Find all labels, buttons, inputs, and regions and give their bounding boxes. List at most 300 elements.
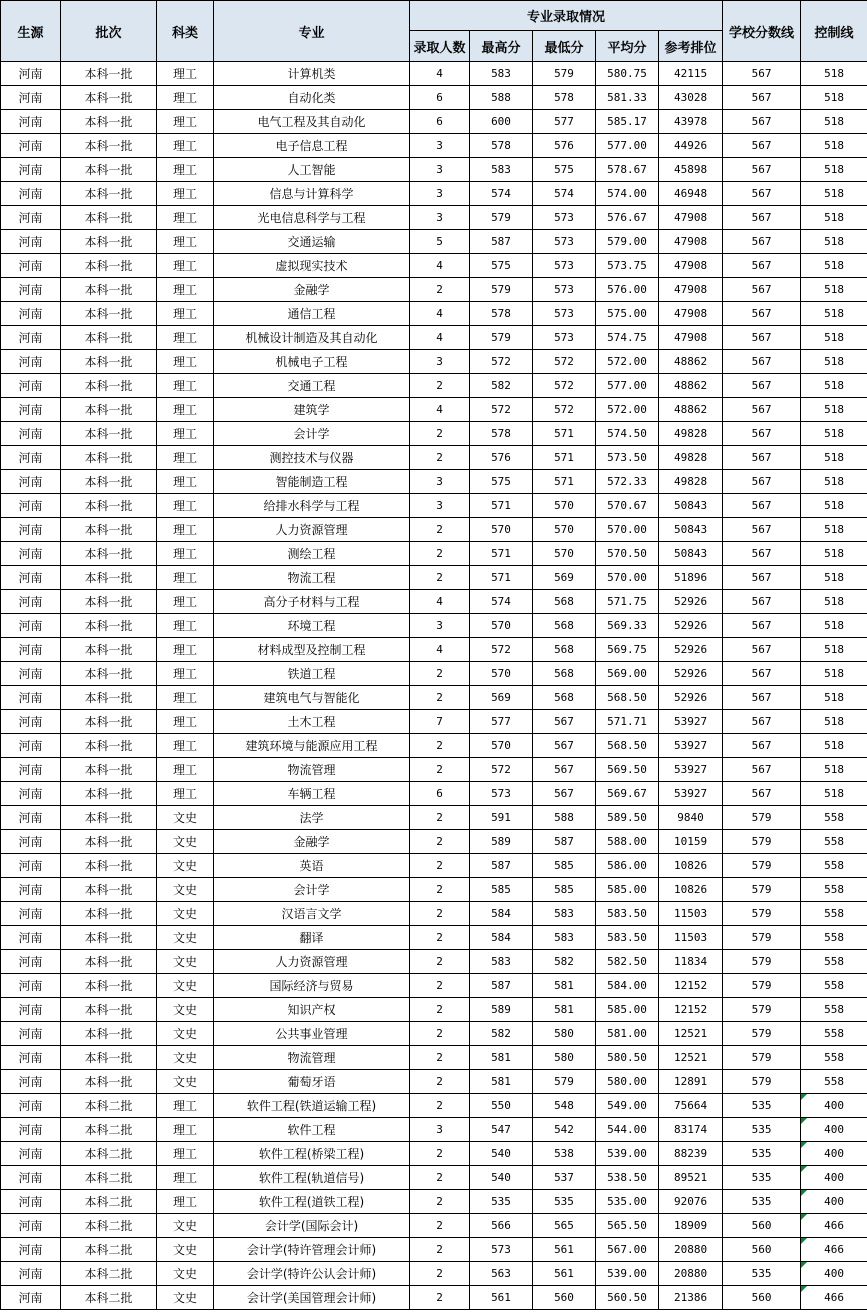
cell-control-line: 400	[801, 1142, 867, 1166]
cell-batch: 本科一批	[61, 614, 157, 638]
table-row	[1, 662, 867, 686]
cell-rank: 47908	[659, 230, 723, 254]
cell-rank: 52926	[659, 638, 723, 662]
cell-max: 585	[470, 878, 533, 902]
cell-major: 金融学	[214, 278, 410, 302]
cell-control-line: 558	[801, 806, 867, 830]
cell-admitted: 3	[410, 470, 470, 494]
cell-admitted: 4	[410, 254, 470, 278]
cell-category: 文史	[157, 878, 214, 902]
cell-source: 河南	[1, 878, 61, 902]
cell-major: 公共事业管理	[214, 1022, 410, 1046]
cell-min: 578	[533, 86, 596, 110]
cell-rank: 12152	[659, 998, 723, 1022]
cell-source: 河南	[1, 782, 61, 806]
cell-rank: 12891	[659, 1070, 723, 1094]
cell-category: 文史	[157, 1286, 214, 1310]
cell-rank: 48862	[659, 350, 723, 374]
cell-rank: 52926	[659, 614, 723, 638]
table-row	[1, 110, 867, 134]
cell-source: 河南	[1, 758, 61, 782]
cell-max: 579	[470, 278, 533, 302]
cell-category: 理工	[157, 230, 214, 254]
cell-category: 文史	[157, 926, 214, 950]
cell-min: 568	[533, 590, 596, 614]
cell-control-line: 518	[801, 614, 867, 638]
cell-control-line: 518	[801, 494, 867, 518]
cell-min: 561	[533, 1238, 596, 1262]
cell-rank: 20880	[659, 1262, 723, 1286]
cell-category: 文史	[157, 1046, 214, 1070]
cell-rank: 11503	[659, 926, 723, 950]
cell-admitted: 3	[410, 614, 470, 638]
cell-rank: 44926	[659, 134, 723, 158]
cell-rank: 51896	[659, 566, 723, 590]
cell-min: 576	[533, 134, 596, 158]
cell-source: 河南	[1, 662, 61, 686]
cell-source: 河南	[1, 1286, 61, 1310]
cell-batch: 本科一批	[61, 710, 157, 734]
cell-avg: 567.00	[596, 1238, 659, 1262]
cell-school-line: 567	[723, 302, 801, 326]
cell-rank: 12521	[659, 1022, 723, 1046]
table-row	[1, 470, 867, 494]
cell-max: 571	[470, 542, 533, 566]
cell-max: 550	[470, 1094, 533, 1118]
cell-admitted: 2	[410, 566, 470, 590]
cell-avg: 569.75	[596, 638, 659, 662]
cell-control-line: 558	[801, 902, 867, 926]
cell-max: 540	[470, 1142, 533, 1166]
cell-rank: 47908	[659, 326, 723, 350]
cell-control-line: 466	[801, 1286, 867, 1310]
cell-min: 548	[533, 1094, 596, 1118]
cell-max: 584	[470, 902, 533, 926]
cell-avg: 569.67	[596, 782, 659, 806]
cell-major: 物流管理	[214, 1046, 410, 1070]
cell-major: 会计学(国际会计)	[214, 1214, 410, 1238]
cell-major: 会计学(特许管理会计师)	[214, 1238, 410, 1262]
cell-source: 河南	[1, 86, 61, 110]
cell-source: 河南	[1, 1142, 61, 1166]
cell-avg: 569.33	[596, 614, 659, 638]
cell-major: 金融学	[214, 830, 410, 854]
table-row	[1, 902, 867, 926]
cell-rank: 53927	[659, 782, 723, 806]
table-row	[1, 158, 867, 182]
cell-source: 河南	[1, 998, 61, 1022]
cell-batch: 本科一批	[61, 926, 157, 950]
cell-control-line: 518	[801, 638, 867, 662]
cell-source: 河南	[1, 854, 61, 878]
table-row	[1, 182, 867, 206]
cell-major: 电子信息工程	[214, 134, 410, 158]
cell-school-line: 567	[723, 518, 801, 542]
cell-source: 河南	[1, 470, 61, 494]
cell-major: 软件工程(铁道运输工程)	[214, 1094, 410, 1118]
cell-school-line: 567	[723, 86, 801, 110]
cell-avg: 573.75	[596, 254, 659, 278]
cell-major: 法学	[214, 806, 410, 830]
cell-control-line: 400	[801, 1118, 867, 1142]
cell-min: 573	[533, 206, 596, 230]
cell-max: 540	[470, 1166, 533, 1190]
cell-category: 文史	[157, 974, 214, 998]
cell-max: 575	[470, 470, 533, 494]
table-row	[1, 782, 867, 806]
cell-admitted: 4	[410, 590, 470, 614]
cell-min: 568	[533, 614, 596, 638]
cell-category: 理工	[157, 614, 214, 638]
cell-max: 589	[470, 998, 533, 1022]
cell-min: 570	[533, 518, 596, 542]
cell-batch: 本科一批	[61, 374, 157, 398]
cell-avg: 571.71	[596, 710, 659, 734]
cell-batch: 本科二批	[61, 1262, 157, 1286]
cell-batch: 本科一批	[61, 950, 157, 974]
table-row	[1, 374, 867, 398]
cell-source: 河南	[1, 1238, 61, 1262]
cell-category: 理工	[157, 278, 214, 302]
cell-source: 河南	[1, 902, 61, 926]
cell-rank: 12521	[659, 1046, 723, 1070]
cell-batch: 本科一批	[61, 878, 157, 902]
cell-school-line: 567	[723, 686, 801, 710]
cell-rank: 11503	[659, 902, 723, 926]
cell-major: 车辆工程	[214, 782, 410, 806]
cell-avg: 580.00	[596, 1070, 659, 1094]
cell-control-line: 400	[801, 1094, 867, 1118]
cell-major: 翻译	[214, 926, 410, 950]
cell-source: 河南	[1, 1046, 61, 1070]
cell-major: 软件工程(桥梁工程)	[214, 1142, 410, 1166]
cell-avg: 576.00	[596, 278, 659, 302]
cell-admitted: 2	[410, 1070, 470, 1094]
cell-rank: 48862	[659, 398, 723, 422]
cell-control-line: 518	[801, 110, 867, 134]
cell-source: 河南	[1, 830, 61, 854]
cell-avg: 568.50	[596, 734, 659, 758]
header-major: 专业	[214, 1, 410, 62]
cell-source: 河南	[1, 1190, 61, 1214]
cell-school-line: 579	[723, 806, 801, 830]
cell-control-line: 518	[801, 158, 867, 182]
cell-category: 理工	[157, 566, 214, 590]
cell-avg: 549.00	[596, 1094, 659, 1118]
cell-min: 570	[533, 494, 596, 518]
cell-source: 河南	[1, 62, 61, 86]
cell-min: 571	[533, 422, 596, 446]
cell-control-line: 518	[801, 254, 867, 278]
cell-avg: 565.50	[596, 1214, 659, 1238]
cell-control-line: 518	[801, 134, 867, 158]
cell-school-line: 567	[723, 470, 801, 494]
cell-category: 理工	[157, 446, 214, 470]
cell-source: 河南	[1, 494, 61, 518]
cell-batch: 本科一批	[61, 158, 157, 182]
cell-max: 582	[470, 374, 533, 398]
cell-min: 537	[533, 1166, 596, 1190]
cell-max: 581	[470, 1046, 533, 1070]
cell-major: 建筑学	[214, 398, 410, 422]
cell-admitted: 2	[410, 1166, 470, 1190]
table-row	[1, 398, 867, 422]
cell-source: 河南	[1, 110, 61, 134]
cell-batch: 本科一批	[61, 302, 157, 326]
cell-min: 567	[533, 758, 596, 782]
cell-category: 文史	[157, 1022, 214, 1046]
cell-max: 588	[470, 86, 533, 110]
table-row	[1, 638, 867, 662]
cell-school-line: 567	[723, 62, 801, 86]
cell-max: 575	[470, 254, 533, 278]
cell-school-line: 579	[723, 998, 801, 1022]
cell-category: 理工	[157, 182, 214, 206]
cell-source: 河南	[1, 374, 61, 398]
cell-admitted: 2	[410, 806, 470, 830]
cell-rank: 48862	[659, 374, 723, 398]
cell-school-line: 560	[723, 1286, 801, 1310]
cell-admitted: 3	[410, 350, 470, 374]
cell-category: 理工	[157, 518, 214, 542]
cell-max: 579	[470, 326, 533, 350]
cell-batch: 本科二批	[61, 1118, 157, 1142]
cell-avg: 578.67	[596, 158, 659, 182]
cell-admitted: 3	[410, 1118, 470, 1142]
cell-school-line: 567	[723, 614, 801, 638]
cell-category: 文史	[157, 1262, 214, 1286]
cell-avg: 579.00	[596, 230, 659, 254]
table-row	[1, 590, 867, 614]
cell-avg: 581.00	[596, 1022, 659, 1046]
cell-major: 会计学(美国管理会计师)	[214, 1286, 410, 1310]
table-row	[1, 86, 867, 110]
cell-school-line: 567	[723, 398, 801, 422]
cell-control-line: 518	[801, 542, 867, 566]
cell-admitted: 3	[410, 494, 470, 518]
table-body	[1, 62, 867, 1310]
table-row	[1, 1022, 867, 1046]
cell-major: 英语	[214, 854, 410, 878]
cell-batch: 本科一批	[61, 806, 157, 830]
cell-batch: 本科一批	[61, 830, 157, 854]
cell-control-line: 518	[801, 398, 867, 422]
cell-avg: 582.50	[596, 950, 659, 974]
cell-control-line: 518	[801, 446, 867, 470]
cell-batch: 本科二批	[61, 1214, 157, 1238]
cell-max: 600	[470, 110, 533, 134]
cell-category: 理工	[157, 710, 214, 734]
cell-max: 571	[470, 494, 533, 518]
cell-control-line: 558	[801, 1046, 867, 1070]
cell-source: 河南	[1, 278, 61, 302]
cell-admitted: 4	[410, 302, 470, 326]
cell-max: 535	[470, 1190, 533, 1214]
cell-batch: 本科一批	[61, 566, 157, 590]
cell-batch: 本科一批	[61, 398, 157, 422]
cell-school-line: 535	[723, 1166, 801, 1190]
cell-school-line: 579	[723, 950, 801, 974]
cell-rank: 9840	[659, 806, 723, 830]
cell-school-line: 579	[723, 830, 801, 854]
cell-school-line: 560	[723, 1238, 801, 1262]
cell-major: 软件工程	[214, 1118, 410, 1142]
table-row	[1, 1142, 867, 1166]
cell-admitted: 3	[410, 182, 470, 206]
cell-batch: 本科一批	[61, 350, 157, 374]
cell-major: 交通运输	[214, 230, 410, 254]
cell-major: 测绘工程	[214, 542, 410, 566]
cell-batch: 本科一批	[61, 854, 157, 878]
cell-control-line: 518	[801, 470, 867, 494]
cell-school-line: 567	[723, 230, 801, 254]
cell-category: 理工	[157, 134, 214, 158]
cell-max: 574	[470, 590, 533, 614]
cell-batch: 本科一批	[61, 110, 157, 134]
cell-admitted: 3	[410, 206, 470, 230]
cell-rank: 12152	[659, 974, 723, 998]
header-control-line: 控制线	[801, 1, 867, 62]
cell-category: 文史	[157, 950, 214, 974]
cell-min: 538	[533, 1142, 596, 1166]
table-row	[1, 710, 867, 734]
cell-admitted: 3	[410, 158, 470, 182]
cell-avg: 588.00	[596, 830, 659, 854]
cell-category: 理工	[157, 470, 214, 494]
cell-category: 理工	[157, 302, 214, 326]
cell-admitted: 4	[410, 62, 470, 86]
cell-rank: 52926	[659, 686, 723, 710]
cell-school-line: 567	[723, 158, 801, 182]
cell-category: 理工	[157, 590, 214, 614]
cell-category: 理工	[157, 254, 214, 278]
cell-admitted: 2	[410, 662, 470, 686]
cell-batch: 本科一批	[61, 758, 157, 782]
cell-rank: 46948	[659, 182, 723, 206]
cell-rank: 49828	[659, 422, 723, 446]
cell-rank: 43978	[659, 110, 723, 134]
cell-avg: 571.75	[596, 590, 659, 614]
cell-max: 566	[470, 1214, 533, 1238]
cell-school-line: 535	[723, 1142, 801, 1166]
cell-rank: 52926	[659, 662, 723, 686]
cell-min: 580	[533, 1022, 596, 1046]
cell-school-line: 567	[723, 782, 801, 806]
table-header	[1, 1, 867, 62]
cell-min: 579	[533, 1070, 596, 1094]
cell-control-line: 518	[801, 302, 867, 326]
cell-source: 河南	[1, 206, 61, 230]
cell-source: 河南	[1, 254, 61, 278]
cell-min: 567	[533, 782, 596, 806]
cell-rank: 52926	[659, 590, 723, 614]
cell-major: 国际经济与贸易	[214, 974, 410, 998]
cell-min: 585	[533, 878, 596, 902]
cell-avg: 569.50	[596, 758, 659, 782]
cell-source: 河南	[1, 566, 61, 590]
cell-max: 578	[470, 302, 533, 326]
table-row	[1, 230, 867, 254]
cell-admitted: 2	[410, 974, 470, 998]
cell-batch: 本科二批	[61, 1142, 157, 1166]
cell-category: 文史	[157, 854, 214, 878]
cell-avg: 535.00	[596, 1190, 659, 1214]
cell-batch: 本科二批	[61, 1166, 157, 1190]
cell-rank: 21386	[659, 1286, 723, 1310]
cell-source: 河南	[1, 614, 61, 638]
cell-rank: 10826	[659, 878, 723, 902]
cell-max: 591	[470, 806, 533, 830]
table-row	[1, 974, 867, 998]
cell-school-line: 579	[723, 878, 801, 902]
cell-school-line: 567	[723, 350, 801, 374]
cell-min: 571	[533, 446, 596, 470]
cell-category: 文史	[157, 998, 214, 1022]
cell-avg: 580.50	[596, 1046, 659, 1070]
cell-category: 文史	[157, 806, 214, 830]
cell-major: 交通工程	[214, 374, 410, 398]
cell-batch: 本科一批	[61, 326, 157, 350]
cell-avg: 574.50	[596, 422, 659, 446]
cell-min: 583	[533, 926, 596, 950]
cell-major: 人工智能	[214, 158, 410, 182]
cell-school-line: 560	[723, 1214, 801, 1238]
cell-max: 572	[470, 758, 533, 782]
table-row	[1, 926, 867, 950]
table-row	[1, 302, 867, 326]
cell-admitted: 2	[410, 1022, 470, 1046]
cell-school-line: 579	[723, 926, 801, 950]
cell-batch: 本科一批	[61, 62, 157, 86]
cell-category: 理工	[157, 542, 214, 566]
cell-min: 583	[533, 902, 596, 926]
cell-category: 理工	[157, 782, 214, 806]
cell-max: 583	[470, 158, 533, 182]
cell-max: 563	[470, 1262, 533, 1286]
cell-source: 河南	[1, 926, 61, 950]
header-rank: 参考排位	[659, 31, 723, 62]
cell-avg: 573.50	[596, 446, 659, 470]
cell-avg: 583.50	[596, 926, 659, 950]
cell-rank: 11834	[659, 950, 723, 974]
cell-category: 理工	[157, 158, 214, 182]
cell-school-line: 567	[723, 326, 801, 350]
cell-control-line: 466	[801, 1238, 867, 1262]
table-row	[1, 134, 867, 158]
cell-category: 理工	[157, 734, 214, 758]
cell-rank: 47908	[659, 254, 723, 278]
cell-batch: 本科二批	[61, 1190, 157, 1214]
cell-school-line: 579	[723, 974, 801, 998]
cell-admitted: 2	[410, 1046, 470, 1070]
cell-avg: 577.00	[596, 134, 659, 158]
cell-control-line: 558	[801, 1070, 867, 1094]
cell-max: 573	[470, 782, 533, 806]
cell-min: 581	[533, 974, 596, 998]
cell-major: 物流管理	[214, 758, 410, 782]
cell-major: 智能制造工程	[214, 470, 410, 494]
cell-control-line: 518	[801, 734, 867, 758]
cell-school-line: 567	[723, 278, 801, 302]
cell-rank: 42115	[659, 62, 723, 86]
cell-admitted: 2	[410, 518, 470, 542]
cell-school-line: 579	[723, 854, 801, 878]
table-row	[1, 1094, 867, 1118]
cell-admitted: 2	[410, 998, 470, 1022]
cell-major: 会计学	[214, 878, 410, 902]
cell-admitted: 2	[410, 1286, 470, 1310]
cell-source: 河南	[1, 182, 61, 206]
